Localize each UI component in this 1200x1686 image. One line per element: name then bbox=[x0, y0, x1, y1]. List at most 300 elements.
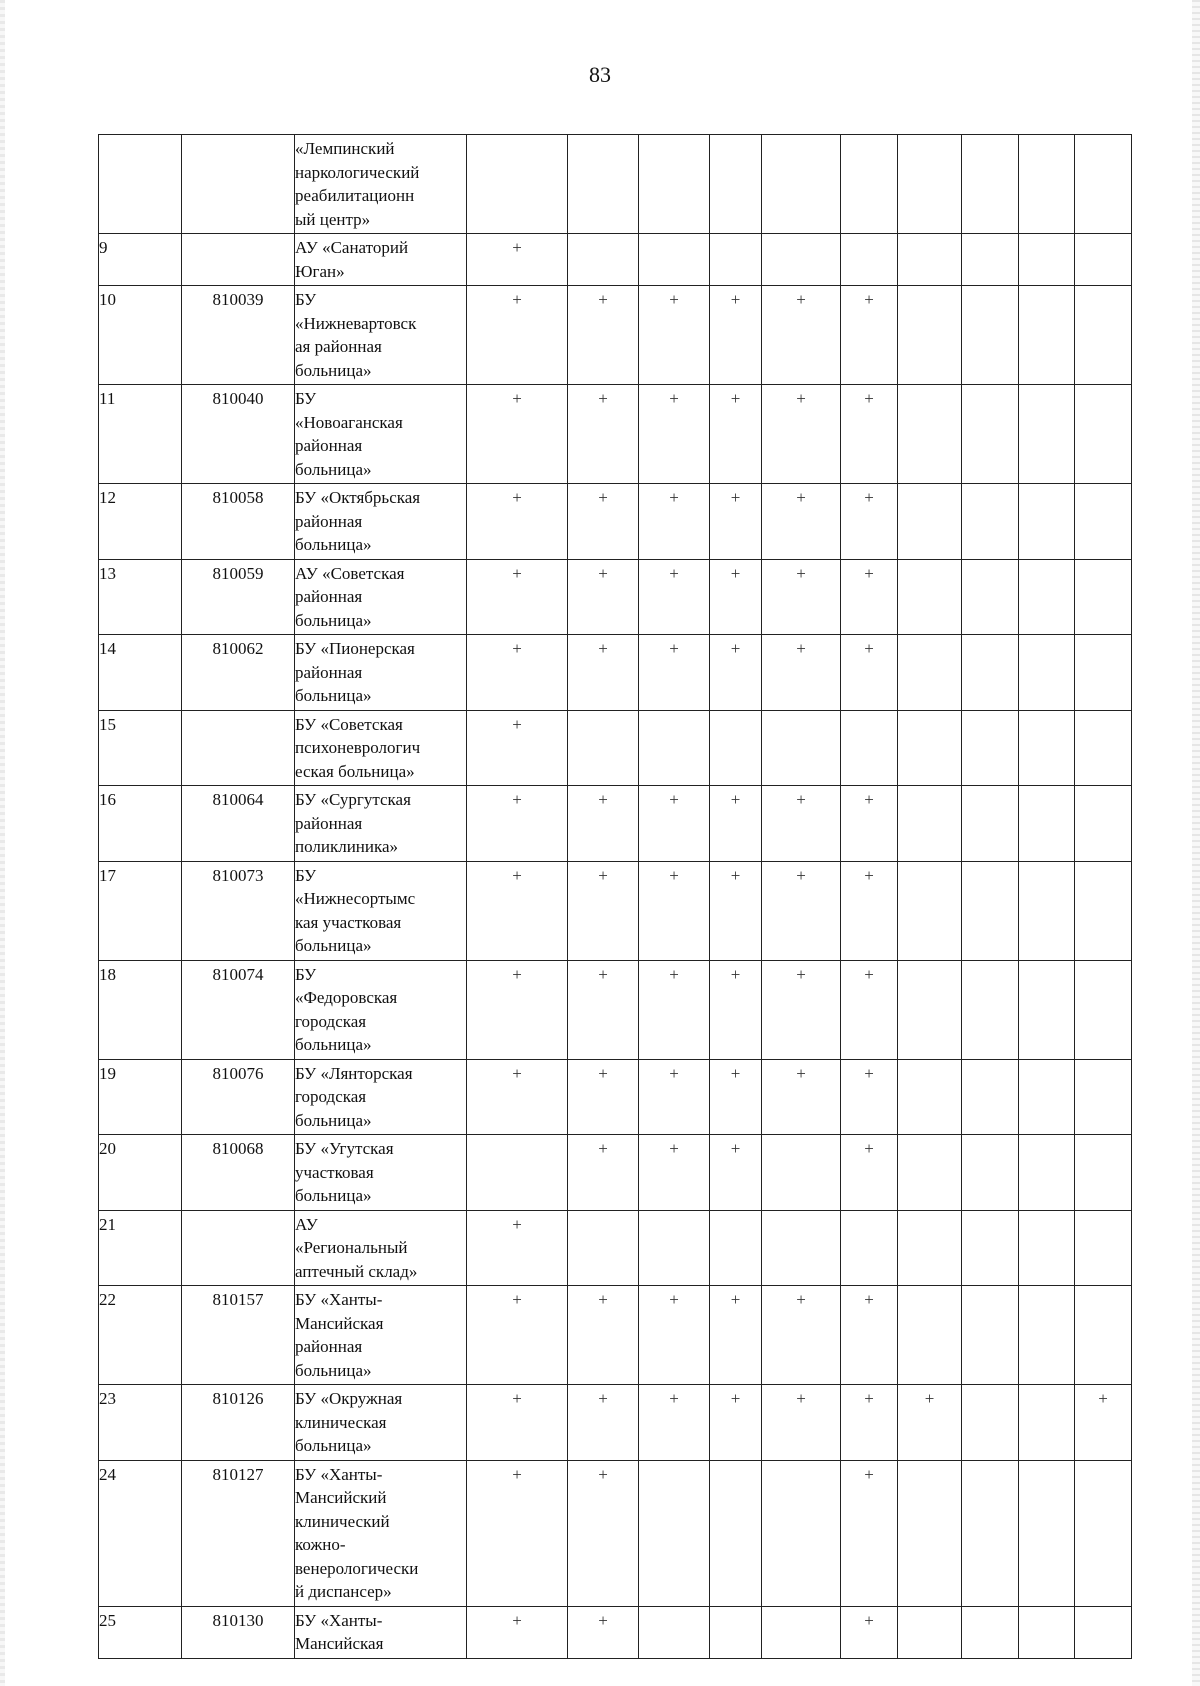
institution-name-line: реабилитационн bbox=[295, 186, 415, 205]
mark-cell: + bbox=[467, 1059, 568, 1135]
mark-cell bbox=[962, 960, 1019, 1059]
mark-cell bbox=[1075, 635, 1132, 711]
table-row bbox=[99, 484, 1132, 560]
institution-name-line: БУ «Угутская bbox=[295, 1139, 394, 1158]
mark-cell: + bbox=[710, 286, 762, 385]
mark-cell bbox=[898, 234, 962, 286]
table-row bbox=[99, 861, 1132, 960]
mark-cell: + bbox=[568, 861, 639, 960]
mark-cell bbox=[962, 286, 1019, 385]
mark-cell bbox=[1075, 234, 1132, 286]
mark-cell bbox=[962, 1606, 1019, 1658]
institution-name-line: БУ bbox=[295, 964, 317, 984]
row-number-cell: 20 bbox=[99, 1135, 182, 1211]
mark-cell: + bbox=[467, 559, 568, 635]
mark-cell bbox=[898, 1606, 962, 1658]
mark-cell bbox=[639, 1606, 710, 1658]
institution-name-line: венерологически bbox=[295, 1558, 419, 1578]
mark-cell: + bbox=[639, 1385, 710, 1461]
mark-cell: + bbox=[841, 1460, 898, 1606]
mark-cell: + bbox=[841, 1286, 898, 1385]
mark-cell bbox=[962, 1135, 1019, 1211]
mark-cell bbox=[1075, 960, 1132, 1059]
mark-cell bbox=[898, 1286, 962, 1385]
institution-name-cell bbox=[295, 1606, 467, 1658]
mark-cell bbox=[962, 1286, 1019, 1385]
mark-cell bbox=[962, 135, 1019, 234]
institution-name-cell bbox=[295, 960, 467, 1059]
mark-cell bbox=[1019, 1606, 1075, 1658]
mark-cell bbox=[898, 559, 962, 635]
mark-cell bbox=[710, 1606, 762, 1658]
mark-cell: + bbox=[710, 1286, 762, 1385]
mark-cell: + bbox=[639, 786, 710, 862]
institution-name-line: БУ «Пионерская bbox=[295, 639, 415, 658]
mark-cell bbox=[568, 135, 639, 234]
table-row bbox=[99, 960, 1132, 1059]
institution-name-cell bbox=[295, 1460, 467, 1606]
institution-name-line: районная bbox=[295, 436, 363, 455]
institution-name-line: районная bbox=[295, 662, 363, 682]
institution-name-line: БУ «Советская bbox=[295, 714, 403, 734]
mark-cell: + bbox=[568, 559, 639, 635]
table-row bbox=[99, 559, 1132, 635]
mark-cell bbox=[1075, 385, 1132, 484]
mark-cell bbox=[467, 1135, 568, 1211]
code-cell: 810074 bbox=[182, 960, 295, 1059]
row-number-cell: 25 bbox=[99, 1606, 182, 1658]
mark-cell bbox=[1019, 1135, 1075, 1211]
table-row bbox=[99, 1210, 1132, 1286]
page-number: 83 bbox=[589, 62, 611, 87]
institution-name-cell bbox=[295, 635, 467, 711]
table-row bbox=[99, 1135, 1132, 1211]
mark-cell: + bbox=[568, 1059, 639, 1135]
mark-cell bbox=[1019, 861, 1075, 960]
mark-cell: + bbox=[639, 1286, 710, 1385]
institutions-table bbox=[98, 134, 1132, 1659]
mark-cell bbox=[710, 1460, 762, 1606]
mark-cell: + bbox=[841, 1059, 898, 1135]
mark-cell: + bbox=[467, 1460, 568, 1606]
mark-cell bbox=[898, 385, 962, 484]
institution-name-line: БУ «Сургутская bbox=[295, 790, 411, 809]
institution-name-cell bbox=[295, 484, 467, 560]
code-cell: 810127 bbox=[182, 1460, 295, 1606]
code-cell bbox=[182, 234, 295, 286]
mark-cell: + bbox=[898, 1385, 962, 1461]
mark-cell bbox=[898, 960, 962, 1059]
code-cell: 810068 bbox=[182, 1135, 295, 1211]
mark-cell bbox=[639, 234, 710, 286]
mark-cell: + bbox=[568, 1460, 639, 1606]
mark-cell: + bbox=[710, 1385, 762, 1461]
mark-cell: + bbox=[639, 1135, 710, 1211]
row-number-cell: 24 bbox=[99, 1460, 182, 1606]
row-number-cell: 11 bbox=[99, 385, 182, 484]
scan-edge-right bbox=[1192, 0, 1200, 1686]
institution-name-line: еская больница» bbox=[295, 761, 415, 781]
mark-cell: + bbox=[762, 1286, 841, 1385]
mark-cell bbox=[762, 234, 841, 286]
mark-cell: + bbox=[710, 1135, 762, 1211]
mark-cell: + bbox=[467, 786, 568, 862]
institution-name-line: наркологический bbox=[295, 162, 420, 182]
mark-cell bbox=[898, 1059, 962, 1135]
mark-cell: + bbox=[639, 861, 710, 960]
institution-name-line: больница» bbox=[295, 360, 372, 380]
institution-name-line: городская bbox=[295, 1011, 367, 1031]
row-number-cell: 17 bbox=[99, 861, 182, 960]
mark-cell bbox=[962, 559, 1019, 635]
mark-cell: + bbox=[762, 286, 841, 385]
mark-cell bbox=[898, 135, 962, 234]
code-cell: 810040 bbox=[182, 385, 295, 484]
mark-cell bbox=[568, 234, 639, 286]
institution-name-line: АУ bbox=[295, 1214, 318, 1234]
mark-cell bbox=[1019, 1385, 1075, 1461]
mark-cell bbox=[1075, 1210, 1132, 1286]
mark-cell bbox=[1019, 385, 1075, 484]
mark-cell: + bbox=[841, 635, 898, 711]
institution-name-cell bbox=[295, 861, 467, 960]
table-row bbox=[99, 786, 1132, 862]
mark-cell bbox=[1075, 786, 1132, 862]
mark-cell bbox=[962, 861, 1019, 960]
institution-name-line: «Федоровская bbox=[295, 988, 398, 1007]
mark-cell bbox=[841, 710, 898, 786]
mark-cell: + bbox=[568, 286, 639, 385]
institution-name-line: Мансийская bbox=[295, 1313, 384, 1333]
code-cell: 810059 bbox=[182, 559, 295, 635]
mark-cell: + bbox=[762, 385, 841, 484]
mark-cell bbox=[1019, 286, 1075, 385]
mark-cell: + bbox=[841, 861, 898, 960]
institution-name-line: больница» bbox=[295, 1360, 372, 1380]
mark-cell: + bbox=[467, 710, 568, 786]
mark-cell bbox=[962, 786, 1019, 862]
mark-cell: + bbox=[568, 1606, 639, 1658]
mark-cell: + bbox=[762, 861, 841, 960]
institution-name-line: районная bbox=[295, 813, 363, 833]
mark-cell bbox=[1019, 559, 1075, 635]
mark-cell: + bbox=[568, 635, 639, 711]
institution-name-line: городская bbox=[295, 1087, 367, 1106]
row-number-cell: 18 bbox=[99, 960, 182, 1059]
mark-cell: + bbox=[568, 1135, 639, 1211]
institution-name-line: больница» bbox=[295, 1436, 372, 1455]
mark-cell: + bbox=[841, 1606, 898, 1658]
institution-name-cell bbox=[295, 286, 467, 385]
mark-cell bbox=[1075, 710, 1132, 786]
institution-name-line: «Новоаганская bbox=[295, 412, 403, 432]
mark-cell: + bbox=[568, 786, 639, 862]
institution-name-cell bbox=[295, 559, 467, 635]
mark-cell: + bbox=[467, 861, 568, 960]
mark-cell bbox=[762, 710, 841, 786]
table-row bbox=[99, 1059, 1132, 1135]
mark-cell bbox=[962, 1059, 1019, 1135]
mark-cell bbox=[898, 635, 962, 711]
mark-cell bbox=[639, 710, 710, 786]
institution-name-line: больница» bbox=[295, 686, 372, 705]
mark-cell bbox=[1019, 135, 1075, 234]
mark-cell: + bbox=[639, 385, 710, 484]
mark-cell: + bbox=[639, 1059, 710, 1135]
row-number-cell: 22 bbox=[99, 1286, 182, 1385]
row-number-cell bbox=[99, 135, 182, 234]
mark-cell: + bbox=[710, 861, 762, 960]
mark-cell bbox=[568, 1210, 639, 1286]
institution-name-line: больница» bbox=[295, 1035, 372, 1054]
mark-cell bbox=[1019, 1286, 1075, 1385]
institution-name-cell bbox=[295, 234, 467, 286]
mark-cell: + bbox=[841, 559, 898, 635]
institution-name-line: районная bbox=[295, 587, 363, 606]
row-number-cell: 15 bbox=[99, 710, 182, 786]
institution-name-line: «Нижнесортымс bbox=[295, 889, 416, 908]
mark-cell bbox=[1019, 234, 1075, 286]
institution-name-line: Мансийский bbox=[295, 1488, 387, 1507]
institution-name-cell bbox=[295, 786, 467, 862]
mark-cell: + bbox=[467, 234, 568, 286]
mark-cell bbox=[710, 234, 762, 286]
row-number-cell: 13 bbox=[99, 559, 182, 635]
mark-cell: + bbox=[762, 484, 841, 560]
institution-name-line: АУ «Советская bbox=[295, 563, 405, 583]
mark-cell: + bbox=[568, 1385, 639, 1461]
institution-name-cell bbox=[295, 385, 467, 484]
institution-name-line: клиническая bbox=[295, 1412, 387, 1432]
mark-cell: + bbox=[1075, 1385, 1132, 1461]
institution-name-line: клинический bbox=[295, 1511, 390, 1531]
mark-cell bbox=[1019, 960, 1075, 1059]
institution-name-line: участковая bbox=[295, 1162, 374, 1182]
mark-cell: + bbox=[762, 1385, 841, 1461]
table-row bbox=[99, 234, 1132, 286]
code-cell bbox=[182, 710, 295, 786]
mark-cell: + bbox=[639, 286, 710, 385]
mark-cell: + bbox=[467, 635, 568, 711]
mark-cell: + bbox=[639, 559, 710, 635]
institution-name-line: кая участковая bbox=[295, 912, 402, 932]
code-cell bbox=[182, 135, 295, 234]
mark-cell: + bbox=[467, 960, 568, 1059]
mark-cell: + bbox=[710, 1059, 762, 1135]
mark-cell bbox=[1019, 786, 1075, 862]
mark-cell bbox=[1075, 861, 1132, 960]
mark-cell bbox=[710, 1210, 762, 1286]
mark-cell bbox=[762, 1210, 841, 1286]
institution-name-line: БУ «Окружная bbox=[295, 1389, 403, 1408]
mark-cell bbox=[762, 135, 841, 234]
code-cell: 810073 bbox=[182, 861, 295, 960]
mark-cell bbox=[962, 1210, 1019, 1286]
mark-cell bbox=[639, 1210, 710, 1286]
code-cell: 810058 bbox=[182, 484, 295, 560]
mark-cell bbox=[1019, 484, 1075, 560]
institution-name-cell bbox=[295, 135, 467, 234]
mark-cell bbox=[639, 1460, 710, 1606]
institution-name-line: больница» bbox=[295, 535, 372, 554]
code-cell: 810157 bbox=[182, 1286, 295, 1385]
mark-cell bbox=[898, 1210, 962, 1286]
institution-name-line: кожно- bbox=[295, 1535, 346, 1554]
mark-cell bbox=[762, 1135, 841, 1211]
mark-cell bbox=[1019, 710, 1075, 786]
mark-cell bbox=[467, 135, 568, 234]
institution-name-line: й диспансер» bbox=[295, 1582, 392, 1601]
table-row bbox=[99, 286, 1132, 385]
institution-name-line: больница» bbox=[295, 936, 372, 955]
mark-cell bbox=[898, 1460, 962, 1606]
institution-name-line: районная bbox=[295, 1337, 363, 1356]
mark-cell: + bbox=[710, 559, 762, 635]
row-number-cell: 16 bbox=[99, 786, 182, 862]
mark-cell bbox=[762, 1606, 841, 1658]
institution-name-line: ый центр» bbox=[295, 209, 371, 229]
institution-name-cell bbox=[295, 1385, 467, 1461]
mark-cell bbox=[898, 484, 962, 560]
mark-cell: + bbox=[568, 1286, 639, 1385]
institution-name-line: больница» bbox=[295, 459, 372, 479]
mark-cell: + bbox=[762, 1059, 841, 1135]
institution-name-line: БУ «Октябрьская bbox=[295, 488, 421, 507]
mark-cell: + bbox=[710, 635, 762, 711]
institution-name-line: Юган» bbox=[295, 261, 345, 281]
institution-name-line: больница» bbox=[295, 610, 372, 630]
mark-cell bbox=[962, 1385, 1019, 1461]
institution-name-line: БУ «Ханты- bbox=[295, 1464, 383, 1484]
mark-cell bbox=[962, 385, 1019, 484]
row-number-cell: 10 bbox=[99, 286, 182, 385]
mark-cell: + bbox=[639, 635, 710, 711]
mark-cell: + bbox=[841, 1135, 898, 1211]
mark-cell: + bbox=[467, 1606, 568, 1658]
mark-cell: + bbox=[639, 484, 710, 560]
table-row bbox=[99, 1385, 1132, 1461]
mark-cell bbox=[841, 1210, 898, 1286]
code-cell: 810062 bbox=[182, 635, 295, 711]
mark-cell: + bbox=[841, 1385, 898, 1461]
code-cell: 810064 bbox=[182, 786, 295, 862]
mark-cell bbox=[898, 786, 962, 862]
mark-cell: + bbox=[710, 960, 762, 1059]
mark-cell bbox=[962, 1460, 1019, 1606]
institution-name-line: районная bbox=[295, 511, 363, 531]
mark-cell bbox=[898, 861, 962, 960]
mark-cell: + bbox=[467, 1210, 568, 1286]
table-row bbox=[99, 385, 1132, 484]
institution-name-line: психоневрологич bbox=[295, 738, 421, 757]
mark-cell: + bbox=[841, 385, 898, 484]
row-number-cell: 9 bbox=[99, 234, 182, 286]
institution-name-line: поликлиника» bbox=[295, 837, 399, 856]
institution-name-line: БУ «Лянторская bbox=[295, 1063, 413, 1083]
mark-cell bbox=[1075, 559, 1132, 635]
mark-cell bbox=[1019, 1460, 1075, 1606]
code-cell: 810126 bbox=[182, 1385, 295, 1461]
row-number-cell: 19 bbox=[99, 1059, 182, 1135]
institution-name-cell bbox=[295, 1286, 467, 1385]
mark-cell bbox=[962, 710, 1019, 786]
mark-cell: + bbox=[467, 385, 568, 484]
code-cell: 810039 bbox=[182, 286, 295, 385]
table-row bbox=[99, 1606, 1132, 1658]
row-number-cell: 12 bbox=[99, 484, 182, 560]
table-row bbox=[99, 635, 1132, 711]
mark-cell: + bbox=[710, 786, 762, 862]
code-cell: 810076 bbox=[182, 1059, 295, 1135]
mark-cell bbox=[1075, 1460, 1132, 1606]
mark-cell: + bbox=[568, 484, 639, 560]
mark-cell bbox=[1019, 1059, 1075, 1135]
mark-cell: + bbox=[467, 286, 568, 385]
institution-name-line: ая районная bbox=[295, 337, 382, 356]
table-row bbox=[99, 710, 1132, 786]
mark-cell: + bbox=[710, 385, 762, 484]
mark-cell: + bbox=[841, 484, 898, 560]
mark-cell: + bbox=[762, 960, 841, 1059]
row-number-cell: 23 bbox=[99, 1385, 182, 1461]
mark-cell bbox=[710, 135, 762, 234]
mark-cell bbox=[962, 234, 1019, 286]
mark-cell bbox=[841, 234, 898, 286]
table-row bbox=[99, 1460, 1132, 1606]
institution-name-line: «Нижневартовск bbox=[295, 313, 417, 333]
code-cell bbox=[182, 1210, 295, 1286]
institution-name-line: «Лемпинский bbox=[295, 139, 395, 158]
mark-cell bbox=[1019, 635, 1075, 711]
institution-name-cell bbox=[295, 1210, 467, 1286]
institution-name-cell bbox=[295, 1135, 467, 1211]
institution-name-line: больница» bbox=[295, 1186, 372, 1205]
mark-cell: + bbox=[467, 484, 568, 560]
institution-name-line: БУ bbox=[295, 290, 317, 309]
institution-name-line: Мансийская bbox=[295, 1634, 384, 1653]
mark-cell bbox=[898, 1135, 962, 1211]
mark-cell bbox=[962, 484, 1019, 560]
institution-name-line: АУ «Санаторий bbox=[295, 238, 409, 257]
mark-cell bbox=[1075, 286, 1132, 385]
table-body bbox=[99, 135, 1132, 1659]
mark-cell bbox=[1075, 484, 1132, 560]
mark-cell bbox=[710, 710, 762, 786]
institution-name-line: БУ bbox=[295, 389, 317, 408]
institution-name-line: «Региональный bbox=[295, 1238, 408, 1257]
mark-cell: + bbox=[841, 286, 898, 385]
mark-cell: + bbox=[841, 960, 898, 1059]
mark-cell: + bbox=[762, 559, 841, 635]
mark-cell: + bbox=[467, 1385, 568, 1461]
institution-name-cell bbox=[295, 710, 467, 786]
mark-cell: + bbox=[710, 484, 762, 560]
mark-cell bbox=[1075, 135, 1132, 234]
mark-cell bbox=[1075, 1606, 1132, 1658]
mark-cell bbox=[898, 286, 962, 385]
mark-cell bbox=[1075, 1135, 1132, 1211]
institution-name-line: БУ «Ханты- bbox=[295, 1610, 383, 1630]
mark-cell bbox=[898, 710, 962, 786]
mark-cell bbox=[568, 710, 639, 786]
mark-cell bbox=[1075, 1286, 1132, 1385]
institution-name-line: БУ «Ханты- bbox=[295, 1290, 383, 1309]
institution-name-cell bbox=[295, 1059, 467, 1135]
table-row bbox=[99, 1286, 1132, 1385]
mark-cell bbox=[1019, 1210, 1075, 1286]
mark-cell bbox=[841, 135, 898, 234]
mark-cell: + bbox=[841, 786, 898, 862]
